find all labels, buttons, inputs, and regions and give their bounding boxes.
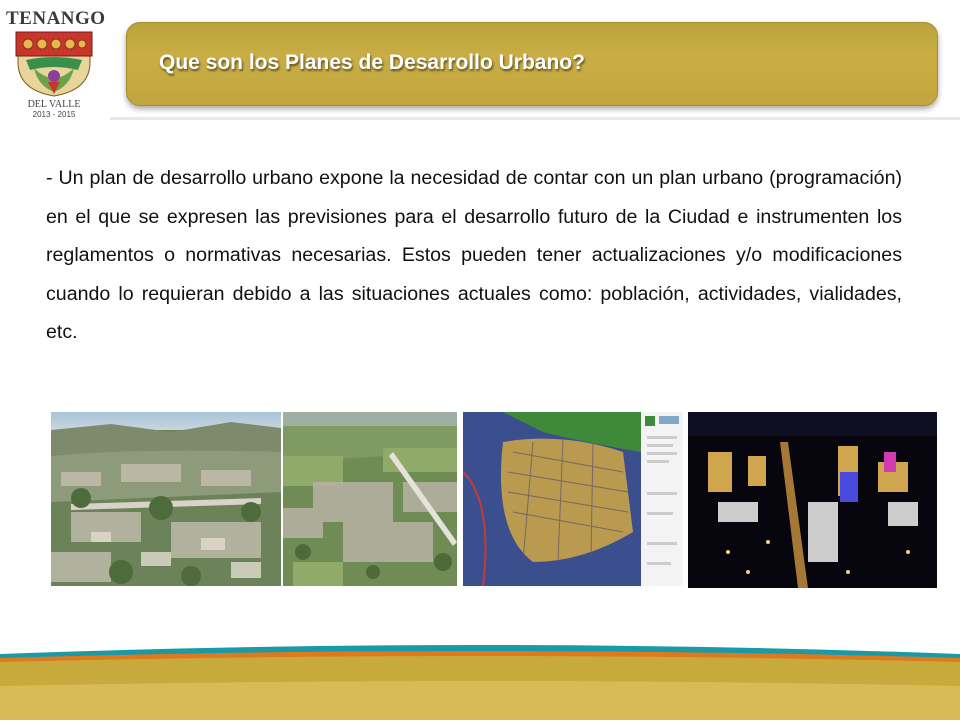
- logo-emblem-icon: [4, 4, 104, 104]
- tenango-logo: [4, 4, 104, 120]
- header-divider: [110, 117, 960, 120]
- urban-plan-map-image: [463, 412, 683, 586]
- aerial-city-hills-photo: [51, 412, 281, 586]
- logo-title: TENANGO: [6, 8, 106, 29]
- logo-years: 2013 - 2015: [32, 110, 76, 119]
- logo-subtitle: DEL VALLE: [27, 99, 81, 110]
- city-night-lights-photo: [688, 412, 937, 588]
- title-banner: [126, 22, 938, 106]
- aerial-town-fields-photo: [283, 412, 457, 586]
- page-title: Que son los Planes de Desarrollo Urbano?: [159, 51, 585, 74]
- body-paragraph: - Un plan de desarrollo urbano expone la necesidad de contar con un plan urbano (programación) en el que se expresen las previsiones para el desarrollo futuro de la Ciudad e instrumenten los reglamentos o normativas necesarias. Estos pueden tener actualizaciones y/o modificaciones cuando lo requieran debido a las situaciones actuales como: población, actividades, vialidades, etc.: [46, 167, 902, 344]
- footer-band: [0, 640, 960, 720]
